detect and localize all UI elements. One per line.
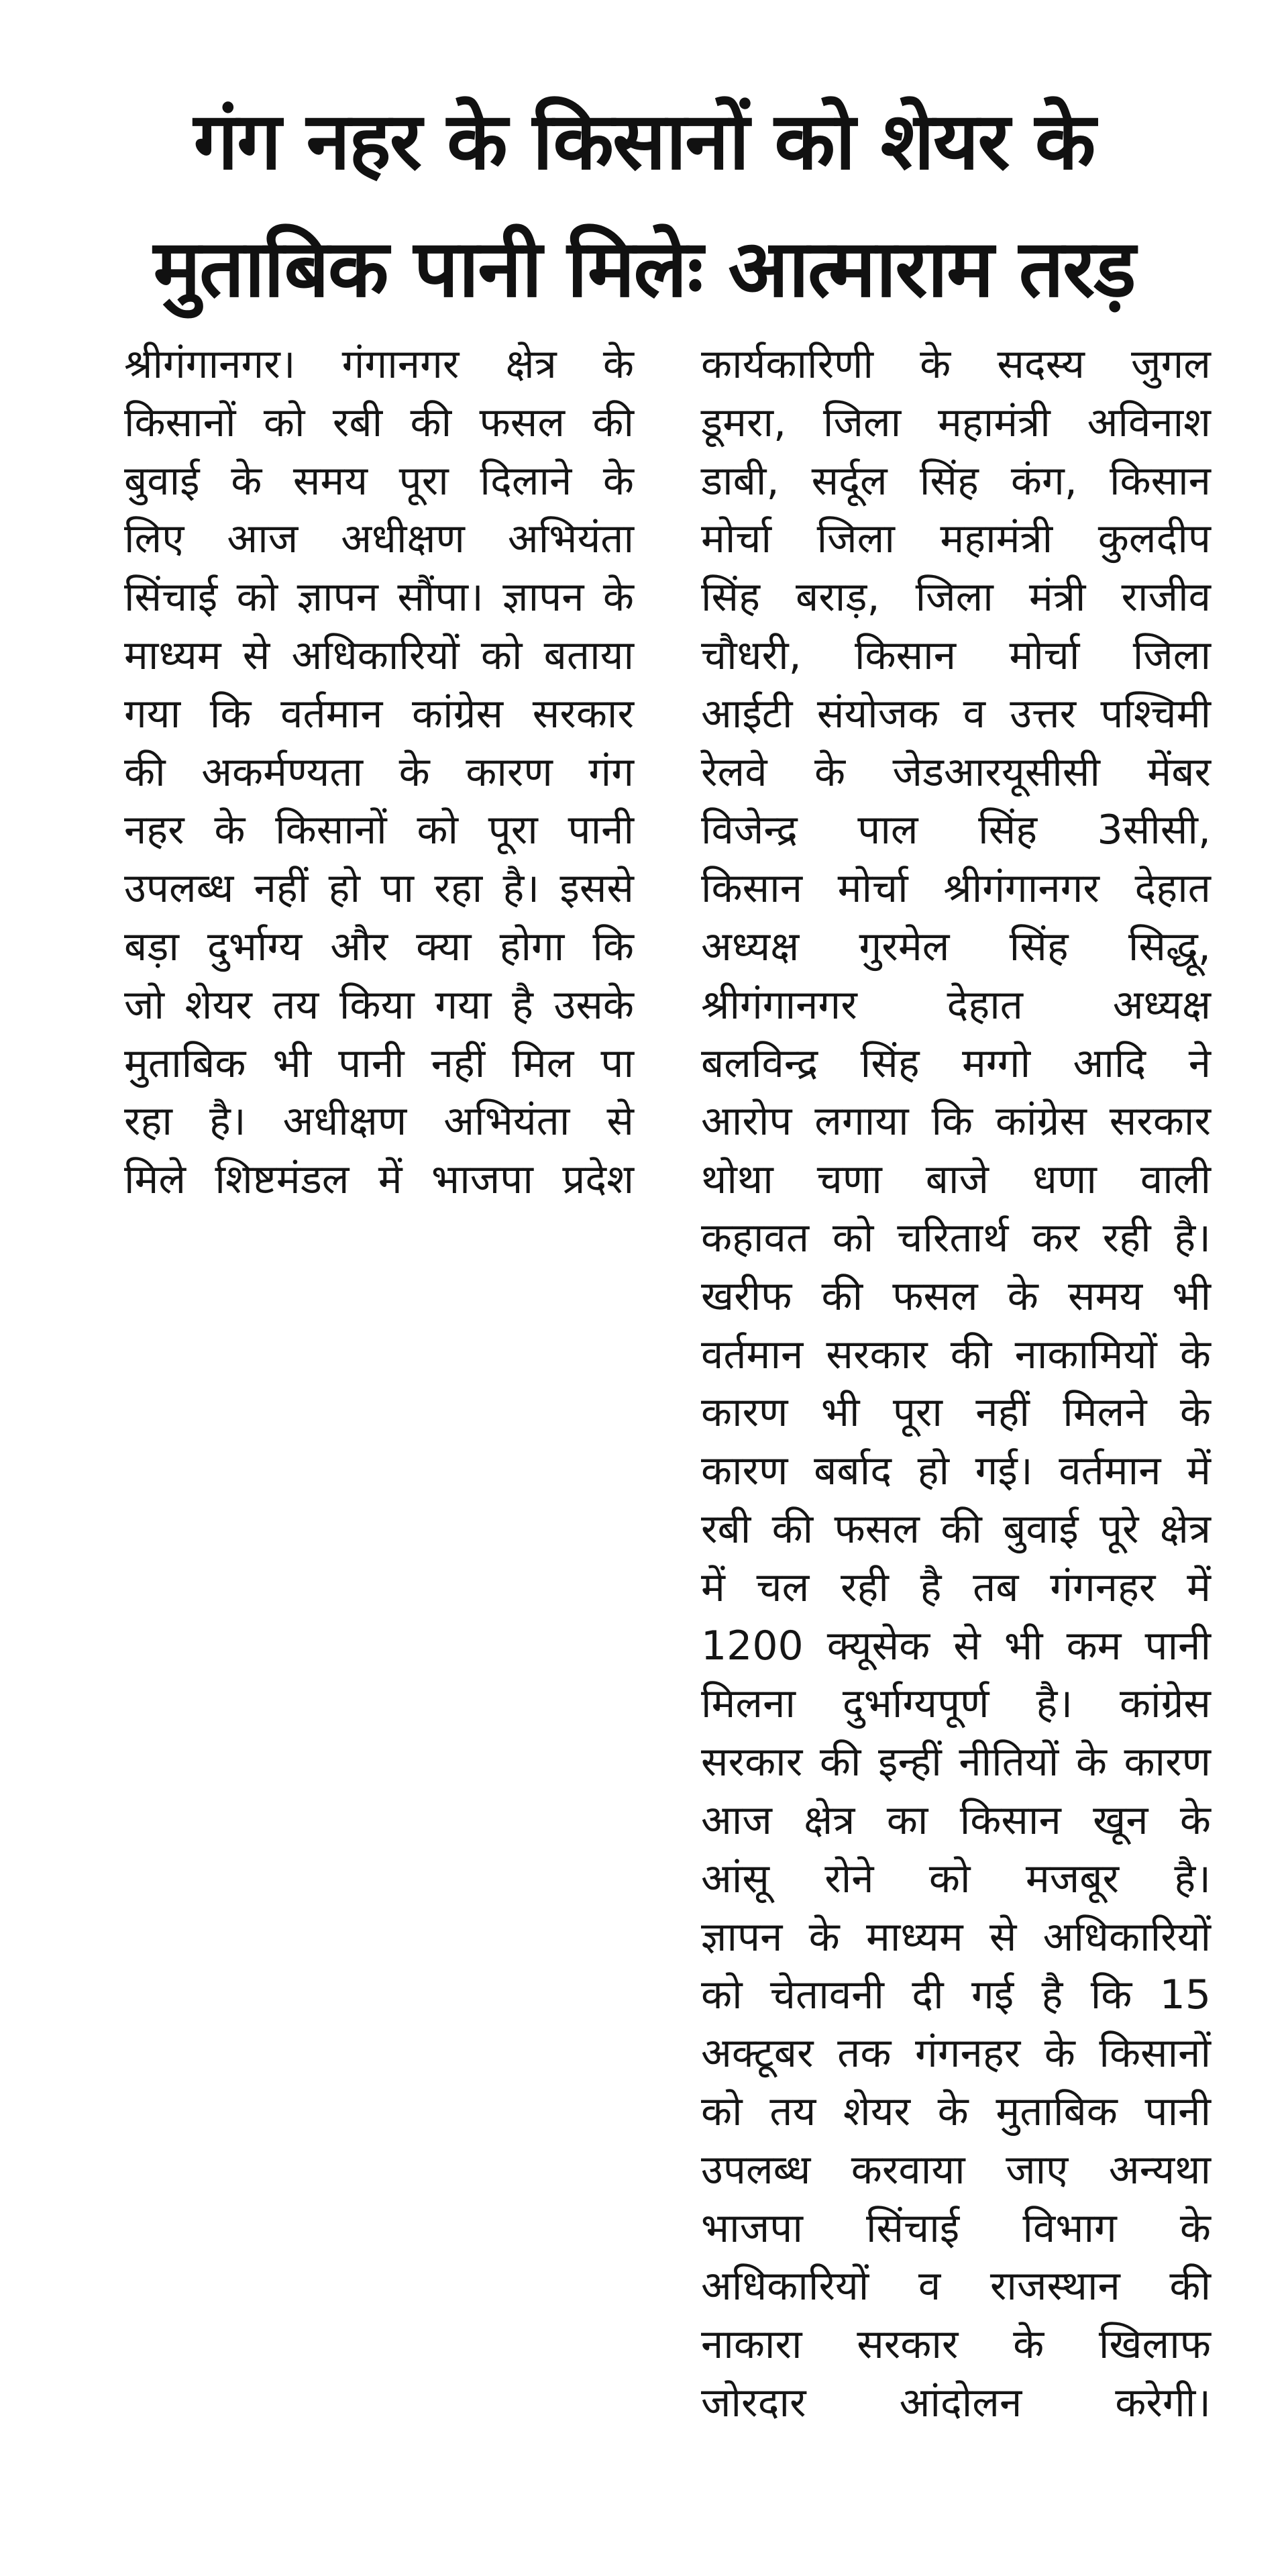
body-line: 1200 क्यूसेक से भी कम पानी	[701, 1622, 1211, 1669]
body-line: आज क्षेत्र का किसान खून के	[701, 1796, 1211, 1844]
body-line: डाबी, सर्दूल सिंह कंग, किसान	[701, 457, 1211, 505]
body-line: उपलब्ध करवाया जाए अन्यथा	[701, 2146, 1211, 2194]
body-line: रबी की फसल की बुवाई पूरे क्षेत्र	[701, 1505, 1211, 1553]
body-line: को चेतावनी दी गई है कि 15	[701, 1971, 1211, 2019]
body-line: अध्यक्ष गुरमेल सिंह सिद्धू,	[701, 923, 1211, 970]
body-line: श्रीगंगानगर देहात अध्यक्ष	[701, 981, 1211, 1029]
body-line: रहा है। अधीक्षण अभियंता से	[124, 1098, 634, 1145]
body-line: मिलना दुर्भाग्यपूर्ण है। कांग्रेस	[701, 1680, 1211, 1728]
body-line: सरकार की इन्हीं नीतियों के कारण	[701, 1739, 1211, 1786]
body-line: उपलब्ध नहीं हो पा रहा है। इससे	[124, 865, 634, 913]
body-line: डूमरा, जिला महामंत्री अविनाश	[701, 399, 1211, 446]
article-column-right	[701, 336, 1211, 2432]
body-line: कार्यकारिणी के सदस्य जुगल	[701, 341, 1211, 388]
headline	[80, 77, 1208, 332]
body-line: अधिकारियों व राजस्थान की	[701, 2263, 1211, 2310]
body-line: किसान मोर्चा श्रीगंगानगर देहात	[701, 865, 1211, 913]
body-line: मुताबिक भी पानी नहीं मिल पा	[124, 1039, 634, 1087]
body-line: लिए आज अधीक्षण अभियंता	[124, 515, 634, 563]
body-line: की अकर्मण्यता के कारण गंग	[124, 748, 634, 796]
body-line: खरीफ की फसल के समय भी	[701, 1272, 1211, 1320]
body-line: मिले शिष्टमंडल में भाजपा प्रदेश	[124, 1156, 634, 1204]
body-line: आरोप लगाया कि कांग्रेस सरकार	[701, 1098, 1211, 1145]
body-line: कारण भी पूरा नहीं मिलने के	[701, 1389, 1211, 1437]
body-line: नाकारा सरकार के खिलाफ	[701, 2321, 1211, 2369]
body-line: जो शेयर तय किया गया है उसके	[124, 981, 634, 1029]
body-line: ज्ञापन के माध्यम से अधिकारियों	[701, 1913, 1211, 1961]
body-line: विजेन्द्र पाल सिंह 3सीसी,	[701, 807, 1211, 854]
body-line: बुवाई के समय पूरा दिलाने के	[124, 457, 634, 505]
article-column-left	[124, 336, 634, 1209]
body-line: बड़ा दुर्भाग्य और क्या होगा कि	[124, 923, 634, 970]
headline-line-2: मुताबिक पानी मिलेः आत्माराम तरड़	[153, 222, 1135, 315]
body-line: चौधरी, किसान मोर्चा जिला	[701, 631, 1211, 679]
body-line: श्रीगंगानगर। गंगानगर क्षेत्र के	[124, 341, 634, 388]
body-line: बलविन्द्र सिंह मग्गो आदि ने	[701, 1039, 1211, 1087]
body-line: सिंचाई को ज्ञापन सौंपा। ज्ञापन के	[124, 574, 634, 621]
body-line: मोर्चा जिला महामंत्री कुलदीप	[701, 515, 1211, 563]
headline-line-1: गंग नहर के किसानों को शेयर के	[193, 95, 1095, 187]
body-line: सिंह बराड़, जिला मंत्री राजीव	[701, 574, 1211, 621]
body-line: जोरदार आंदोलन करेगी।	[701, 2379, 1211, 2426]
body-line: कहावत को चरितार्थ कर रही है।	[701, 1214, 1211, 1261]
body-line: भाजपा सिंचाई विभाग के	[701, 2204, 1211, 2252]
body-line: माध्यम से अधिकारियों को बताया	[124, 631, 634, 679]
body-line: कारण बर्बाद हो गई। वर्तमान में	[701, 1447, 1211, 1495]
body-line: थोथा चणा बाजे धणा वाली	[701, 1156, 1211, 1204]
body-line: रेलवे के जेडआरयूसीसी मेंबर	[701, 748, 1211, 796]
body-line: अक्टूबर तक गंगनहर के किसानों	[701, 2030, 1211, 2077]
body-line: को तय शेयर के मुताबिक पानी	[701, 2088, 1211, 2135]
body-line: नहर के किसानों को पूरा पानी	[124, 807, 634, 854]
body-line: गया कि वर्तमान कांग्रेस सरकार	[124, 690, 634, 737]
body-line: में चल रही है तब गंगनहर में	[701, 1563, 1211, 1611]
body-line: आंसू रोने को मजबूर है।	[701, 1855, 1211, 1902]
body-line: आईटी संयोजक व उत्तर पश्चिमी	[701, 690, 1211, 737]
body-line: किसानों को रबी की फसल की	[124, 399, 634, 446]
body-line: वर्तमान सरकार की नाकामियों के	[701, 1331, 1211, 1378]
